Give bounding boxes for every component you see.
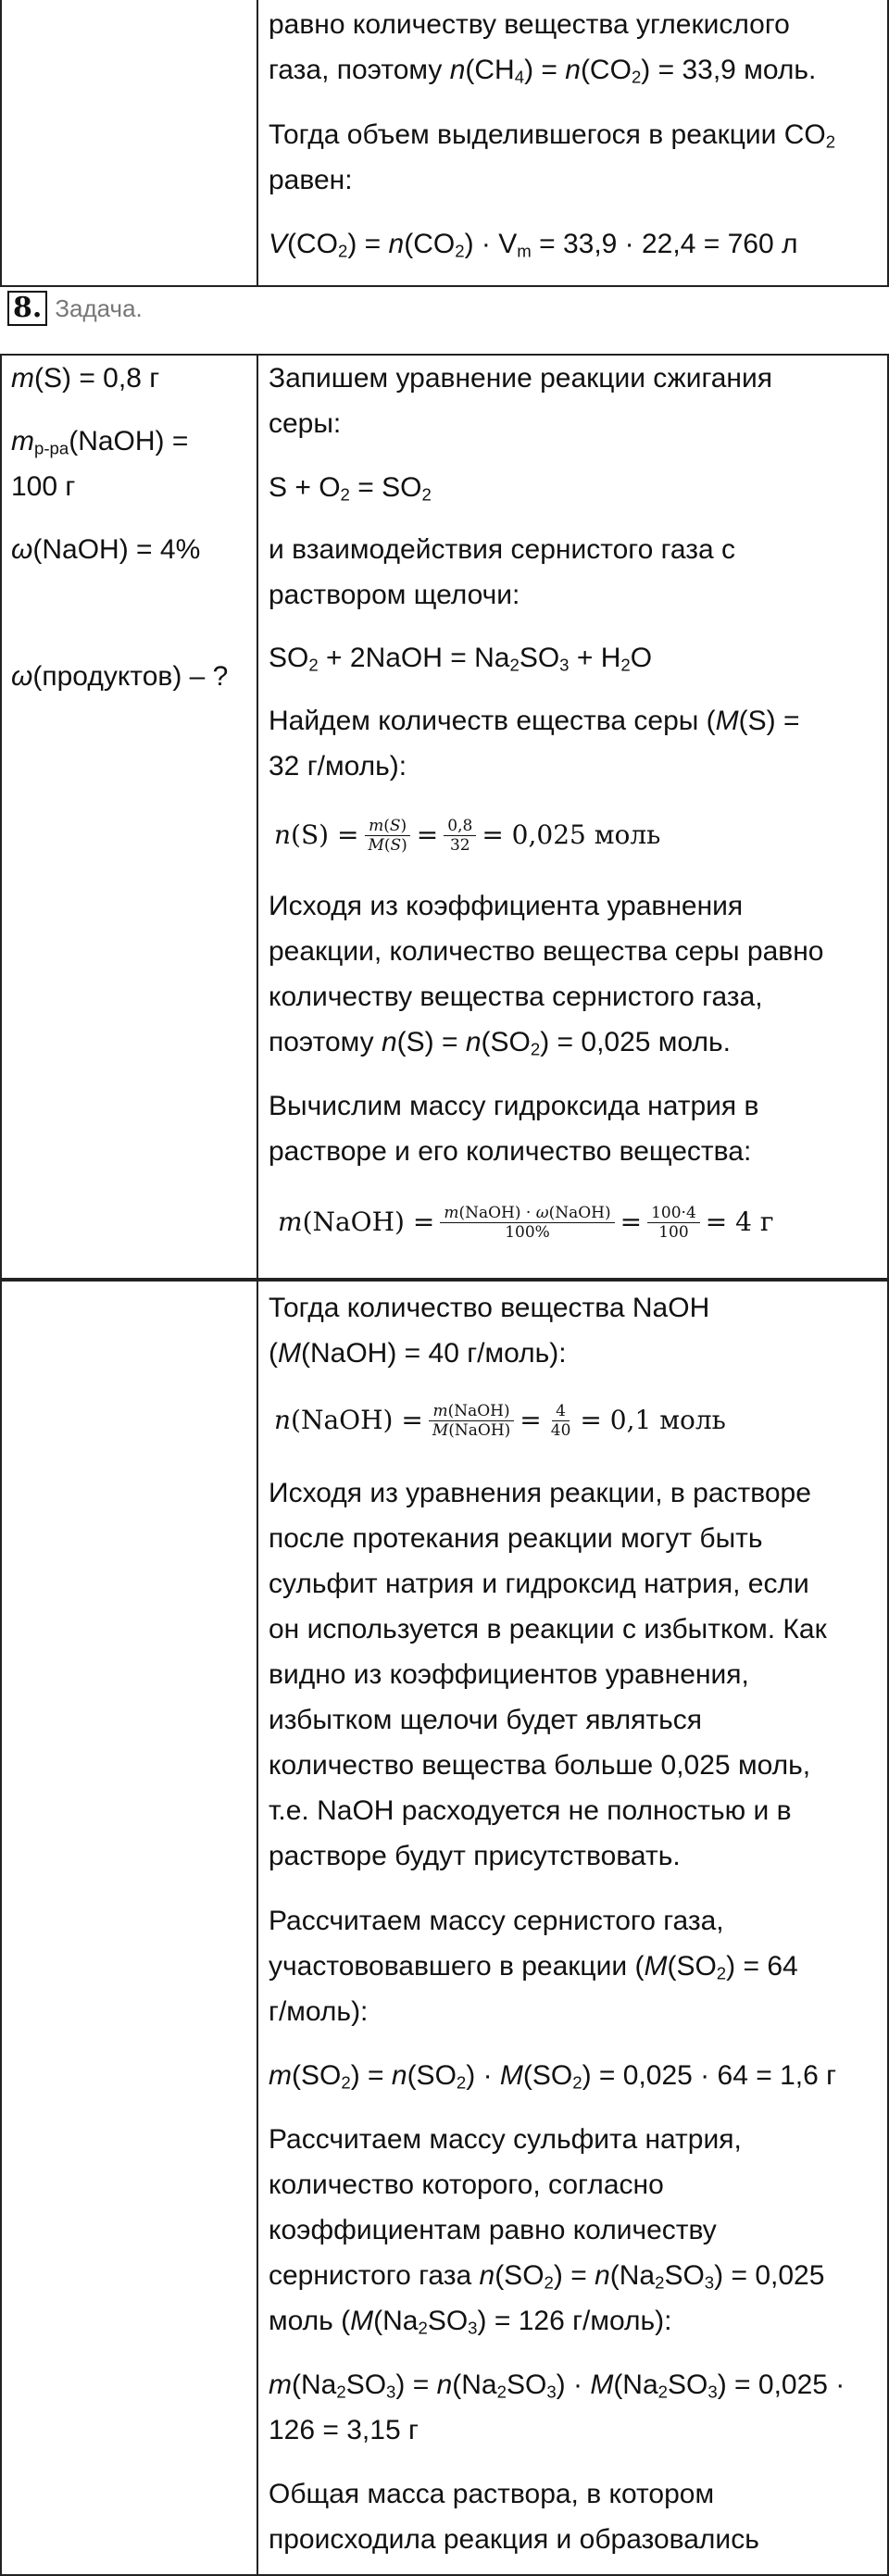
column-divider: [257, 356, 258, 1278]
formula-v-co2: $V(CO_2) = n(CO_2) \cdot V_m = 33,9 \cdot 22,4 = 760$ л: [269, 229, 798, 261]
text-line: количество которого, согласно: [269, 2170, 664, 2200]
text-line: растворе и его количество вещества:: [269, 1136, 752, 1167]
text-line: он используется в реакции с избытком. Как: [269, 1614, 827, 1644]
text-line: Исходя из уравнения реакции, в растворе: [269, 1478, 811, 1508]
formula-m-na2so3: $m(Na_2SO_3) = n(Na_2SO_3) \cdot M(Na_2SO_3) = 0,025$ ·: [269, 2370, 845, 2402]
task-table-part2: [0, 1280, 889, 2576]
text-line: реакции, количество вещества серы равно: [269, 936, 824, 967]
text-line: коэффициентам равно количеству: [269, 2215, 717, 2245]
text-line: происходила реакция и образовались: [269, 2524, 759, 2555]
text-line: поэтому $n(S) = n(SO_2) = 0,025$ моль.: [269, 1027, 731, 1059]
text-line: и взаимодействия сернистого газа с: [269, 534, 735, 565]
text-line: т.е. NaOH расходуется не полностью и в: [269, 1795, 792, 1826]
text-line: Тогда объем выделившегося в реакции $CO_2$: [269, 119, 836, 152]
column-divider: [257, 1282, 258, 2574]
formula-m-so2: $m(SO_2) = n(SO_2) \cdot M(SO_2) = 0,025 \cdot 64 = 1,6$ г: [269, 2060, 837, 2093]
text-line: количество вещества больше 0,025 моль,: [269, 1750, 811, 1781]
text-line: сульфит натрия и гидроксид натрия, если: [269, 1569, 809, 1599]
task-table-part1: [0, 354, 889, 1280]
text-line: Общая масса раствора, в котором: [269, 2479, 715, 2509]
text-line: Запишем уравнение реакции сжигания: [269, 363, 772, 394]
formula-m-naoh: m (NaOH) = $\frac{\text{m(NaOH) · ω(NaOH)}}{100\%}$ = $\frac{100\cdot 4}{100}$ = 4 г: [278, 1203, 774, 1242]
task-number: 8.: [7, 291, 47, 326]
given-omega-products: ω(продуктов) – ?: [11, 661, 229, 692]
task-heading: [7, 290, 143, 327]
text-line: Рассчитаем массу сульфита натрия,: [269, 2124, 742, 2155]
given-omega-naoh: ω(NaOH) = 4%: [11, 534, 201, 565]
text-line: растворе будут присутствовать.: [269, 1841, 681, 1871]
given-m-solution: $m_{р-ра}(NaOH)$ =: [11, 426, 189, 458]
given-m-s: m(S) = 0,8 г: [11, 363, 160, 394]
column-divider: [257, 0, 258, 285]
equation-s-o2: $S + O_2 = SO_2$: [269, 472, 432, 505]
task-label: Задача.: [55, 294, 143, 322]
text-line: Вычислим массу гидроксида натрия в: [269, 1091, 759, 1121]
text-line: моль ($M(Na_2SO_3) = 126$ г/моль):: [269, 2306, 672, 2338]
formula-n-naoh: n (NaOH) = $\frac{\text{m(NaOH)}}{\text{M(NaOH)}}$ = $\frac{4}{40}$ = 0,1 моль: [274, 1401, 726, 1440]
text-line: г/моль):: [269, 1996, 369, 2027]
equation-so2-naoh: $SO_2$ + 2NaOH = $Na_2SO_3 + H_2O$: [269, 643, 653, 675]
text-line: Исходя из коэффициента уравнения: [269, 891, 744, 921]
text-line: (M(NaOH) = 40 г/моль):: [269, 1338, 567, 1369]
text-line: газа, поэтому $n(CH_4) = n(CO_2) = 33,9$ моль.: [269, 55, 817, 87]
text-line: участововавшего в реакции ($M(SO_2) = 64$: [269, 1951, 798, 1983]
text-line: Найдем количеств ещества серы (M(S) =: [269, 706, 800, 736]
text-line: равно количеству вещества углекислого: [269, 9, 790, 40]
text-line: Тогда количество вещества NaOH: [269, 1293, 710, 1323]
top-table: [0, 0, 889, 287]
text-line: сернистого газа $n(SO_2) = n(Na_2SO_3) = 0,025$: [269, 2260, 825, 2293]
text-line: серы:: [269, 408, 342, 439]
text-line: 32 г/моль):: [269, 751, 407, 782]
text-line: раствором щелочи:: [269, 580, 520, 610]
text-line: после протекания реакции могут быть: [269, 1523, 763, 1554]
formula-m-na2so3-result: 126 = 3,15 г: [269, 2415, 419, 2445]
text-line: избытком щелочи будет являться: [269, 1705, 703, 1735]
given-m-solution-value: 100 г: [11, 471, 76, 502]
text-line: равен:: [269, 165, 353, 195]
formula-n-s: n (S) = $\frac{m(S)}{M(S)}$ = $\frac{0,8}{32}$ = 0,025 моль: [274, 816, 661, 855]
text-line: количеству вещества сернистого газа,: [269, 982, 763, 1012]
text-line: Рассчитаем массу сернистого газа,: [269, 1906, 724, 1936]
text-line: видно из коэффициентов уравнения,: [269, 1659, 749, 1690]
